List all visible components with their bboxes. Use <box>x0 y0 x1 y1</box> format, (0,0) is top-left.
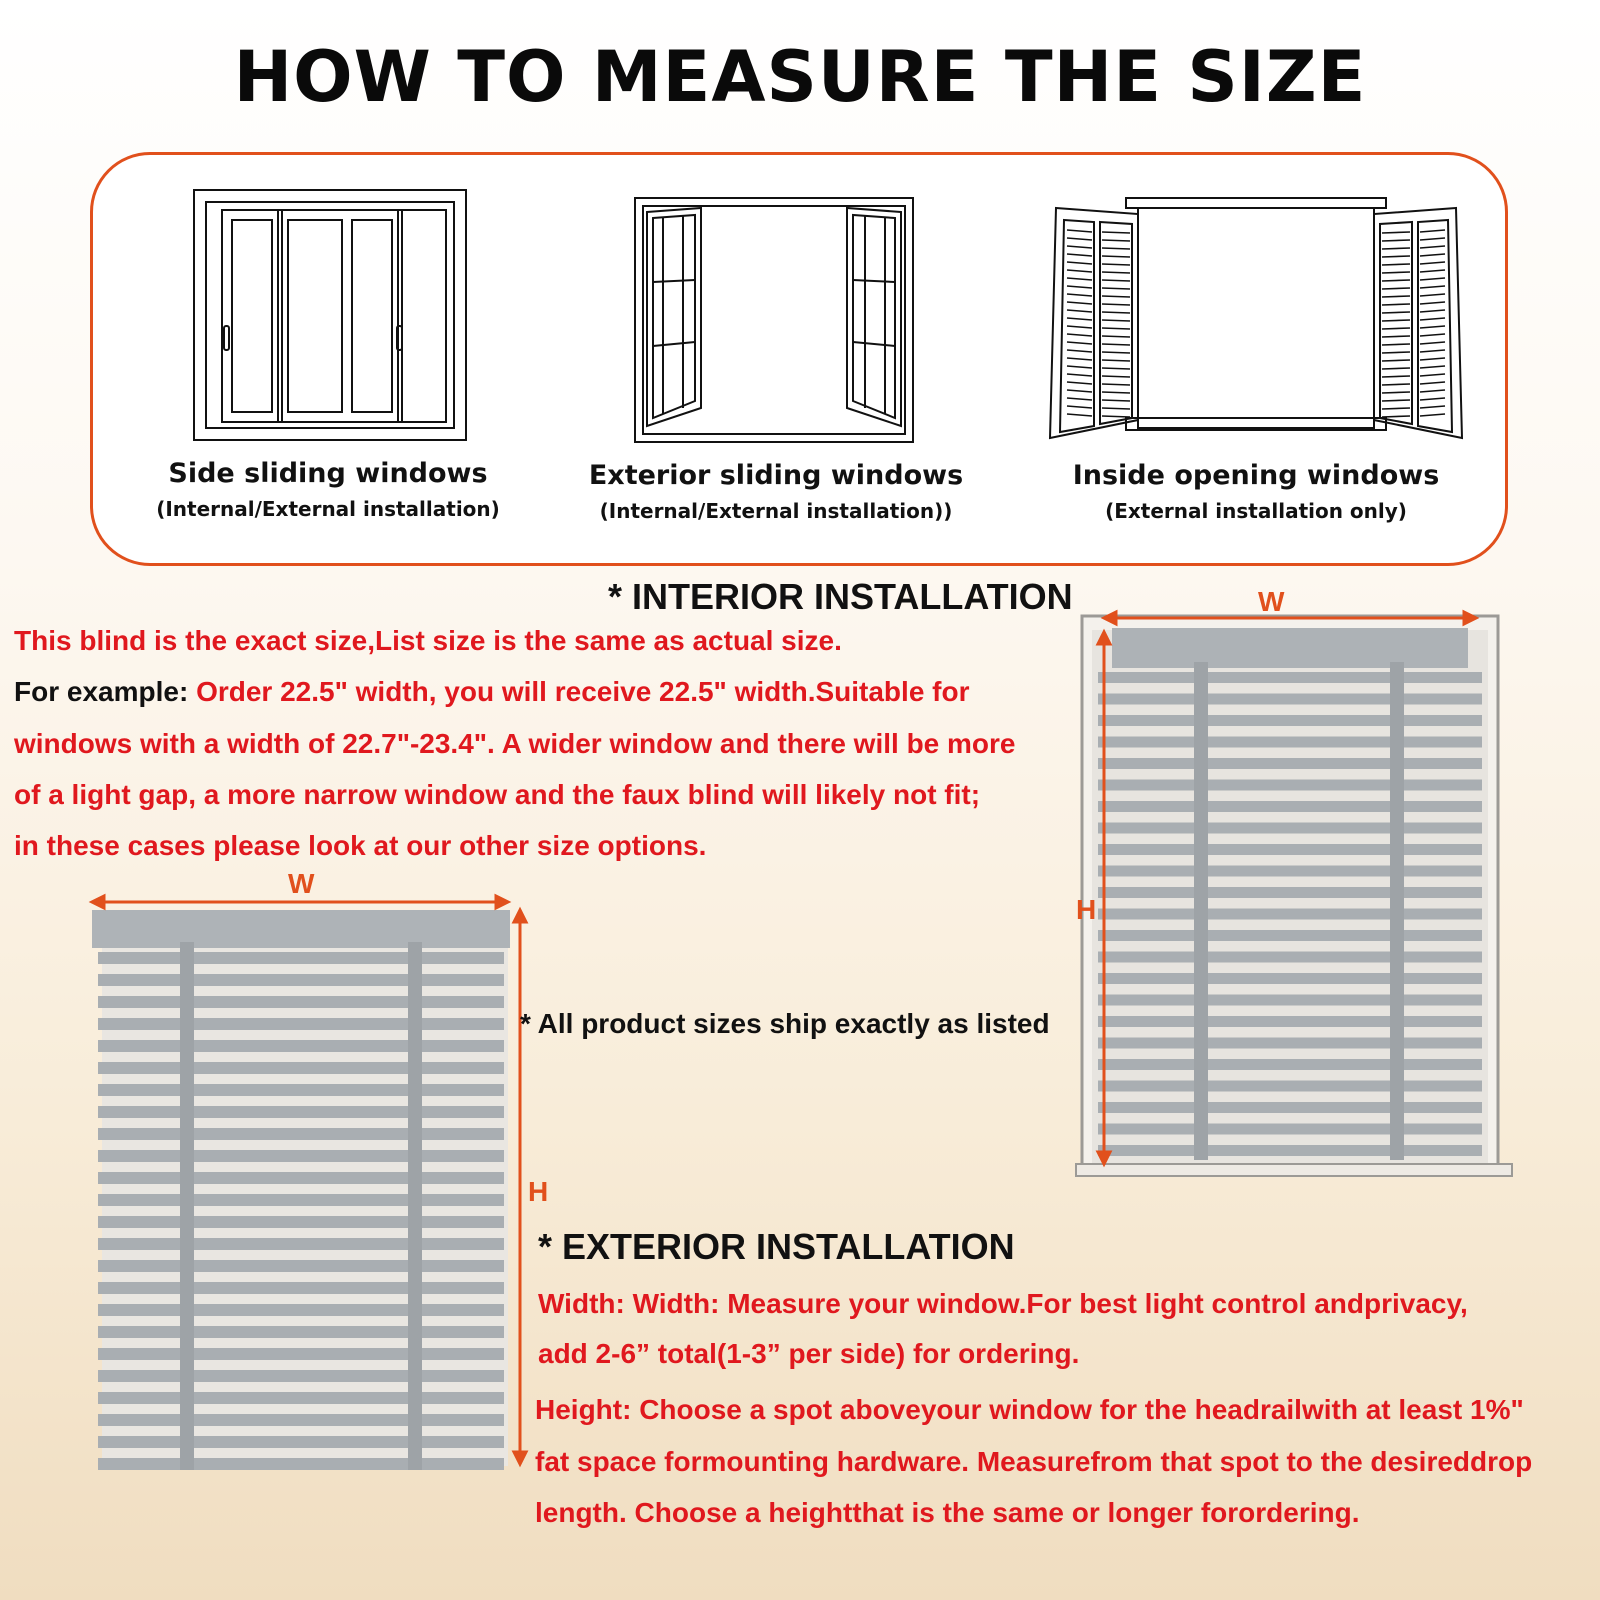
louver <box>1102 344 1130 345</box>
blind-slat <box>1098 952 1482 963</box>
type-name-exterior-sliding: Exterior sliding windows <box>588 460 964 491</box>
louver <box>1102 312 1130 313</box>
blind-slat <box>1098 1124 1482 1135</box>
louver <box>1420 254 1445 256</box>
interior-height-label: H <box>1076 894 1097 925</box>
louver <box>1420 398 1445 400</box>
blind-slat <box>1098 1145 1482 1156</box>
blind-slat <box>98 974 504 986</box>
blind-slat <box>1098 1102 1482 1113</box>
blind-slat <box>98 1216 504 1228</box>
louver <box>1420 382 1445 384</box>
louver <box>1382 376 1410 377</box>
louver <box>1067 238 1092 240</box>
louver <box>1382 336 1410 337</box>
interior-exact-size-text: This blind is the exact size,List size is the same as actual size. <box>14 625 842 656</box>
louver <box>1102 360 1130 361</box>
louver <box>1067 278 1092 280</box>
blind-slat <box>1098 887 1482 898</box>
blind-slat <box>1098 672 1482 683</box>
example-label: For example: <box>14 676 197 707</box>
exterior-height-label: H <box>528 1176 549 1207</box>
blind-slat <box>1098 758 1482 769</box>
louver <box>1382 352 1410 353</box>
louver <box>1382 392 1410 393</box>
louver <box>1382 360 1410 361</box>
blind-slat <box>98 1414 504 1426</box>
interior-line-3: windows with a width of 22.7"-23.4". A wider window and there will be more <box>14 728 1016 759</box>
louver <box>1420 318 1445 320</box>
louver <box>1102 416 1130 417</box>
louver <box>1382 248 1410 249</box>
blind-slat <box>98 1106 504 1118</box>
louver <box>1067 350 1092 352</box>
blind-slat <box>98 952 504 964</box>
blind-slat <box>98 1436 504 1448</box>
exterior-installation-heading: * EXTERIOR INSTALLATION <box>538 1226 1015 1267</box>
louver <box>1420 366 1445 368</box>
blind-slat <box>98 1018 504 1030</box>
louver <box>1067 270 1092 272</box>
blind-slat <box>1098 1081 1482 1092</box>
blind-slat <box>1098 995 1482 1006</box>
louver <box>1382 304 1410 305</box>
louver <box>1067 262 1092 264</box>
blind-slat <box>1098 715 1482 726</box>
louver <box>1067 342 1092 344</box>
louver <box>1067 406 1092 408</box>
louver <box>1420 230 1445 232</box>
type-name-inside-opening: Inside opening windows <box>1072 460 1440 491</box>
louver <box>1420 246 1445 248</box>
louver <box>1067 318 1092 320</box>
louver <box>1067 294 1092 296</box>
blind-slat <box>1098 930 1482 941</box>
louver <box>1067 246 1092 248</box>
side-sliding-window-icon <box>192 188 468 442</box>
exterior-sliding-window-icon <box>633 196 915 444</box>
page-title: HOW TO MEASURE THE SIZE <box>233 36 1367 118</box>
blind-slat <box>1098 973 1482 984</box>
louver <box>1382 312 1410 313</box>
louver <box>1067 358 1092 360</box>
louver <box>1382 328 1410 329</box>
louver <box>1102 272 1130 273</box>
blind-slat <box>98 1260 504 1272</box>
louver <box>1382 232 1410 233</box>
louver <box>1102 336 1130 337</box>
blind-slat <box>1098 844 1482 855</box>
blind-slat <box>98 1348 504 1360</box>
type-note-exterior-sliding: (Internal/External installation)) <box>599 499 953 523</box>
louver <box>1420 390 1445 392</box>
louver <box>1102 304 1130 305</box>
blind-slat <box>98 996 504 1008</box>
blind-slat <box>98 1062 504 1074</box>
louver <box>1102 248 1130 249</box>
inside-opening-window-icon <box>1046 196 1466 446</box>
blind-slat <box>1098 780 1482 791</box>
louver <box>1102 296 1130 297</box>
louver <box>1420 350 1445 352</box>
blind-slat <box>98 1172 504 1184</box>
interior-line-4: of a light gap, a more narrow window and the faux blind will likely not fit; <box>14 779 981 810</box>
blind-slat <box>98 1150 504 1162</box>
louver <box>1420 278 1445 280</box>
louver <box>1102 240 1130 241</box>
exterior-height-line-2: fat space formounting hardware. Measurefrom that spot to the desireddrop <box>535 1446 1533 1477</box>
blind-slat <box>98 1128 504 1140</box>
exterior-width-label: W <box>288 868 315 899</box>
louver <box>1067 302 1092 304</box>
exterior-width-line-2: add 2-6” total(1-3” per side) for ordering. <box>538 1338 1080 1369</box>
louver <box>1382 416 1410 417</box>
blind-slat <box>98 1458 504 1470</box>
blind-slat <box>98 1370 504 1382</box>
louver <box>1102 392 1130 393</box>
interior-installation-heading: * INTERIOR INSTALLATION <box>608 576 1073 617</box>
louver <box>1420 406 1445 408</box>
louver <box>1102 384 1130 385</box>
louver <box>1102 288 1130 289</box>
louver <box>1067 334 1092 336</box>
blind-slat <box>1098 1059 1482 1070</box>
interior-line-5: in these cases please look at our other size options. <box>14 830 707 861</box>
louver <box>1067 366 1092 368</box>
louver <box>1420 310 1445 312</box>
interior-width-label: W <box>1258 586 1285 617</box>
louver <box>1420 262 1445 264</box>
type-note-inside-opening: (External installation only) <box>1105 499 1407 523</box>
louver <box>1382 264 1410 265</box>
interior-example-line <box>14 676 970 708</box>
exterior-blind-illustration <box>88 880 538 1490</box>
blind-slat <box>98 1326 504 1338</box>
louver <box>1382 272 1410 273</box>
type-name-side-sliding: Side sliding windows <box>168 458 488 489</box>
louver <box>1382 368 1410 369</box>
louver <box>1102 232 1130 233</box>
louver <box>1420 374 1445 376</box>
louver <box>1382 408 1410 409</box>
blind-slat <box>98 1084 504 1096</box>
louver <box>1102 328 1130 329</box>
louver <box>1067 254 1092 256</box>
louver <box>1102 400 1130 401</box>
louver <box>1420 326 1445 328</box>
louver <box>1382 320 1410 321</box>
blind-slat <box>1098 1038 1482 1049</box>
louver <box>1102 280 1130 281</box>
type-note-side-sliding: (Internal/External installation) <box>156 497 500 521</box>
louver <box>1102 264 1130 265</box>
louver <box>1382 344 1410 345</box>
exterior-width-line-1: Width: Width: Measure your window.For best light control andprivacy, <box>538 1288 1468 1319</box>
louver <box>1102 376 1130 377</box>
louver <box>1102 352 1130 353</box>
louver <box>1382 256 1410 257</box>
louver <box>1420 286 1445 288</box>
blind-slat <box>1098 801 1482 812</box>
blind-slat <box>1098 823 1482 834</box>
louver <box>1067 286 1092 288</box>
louver <box>1067 390 1092 392</box>
louver <box>1382 384 1410 385</box>
louver <box>1067 382 1092 384</box>
louver <box>1067 230 1092 232</box>
louver <box>1420 342 1445 344</box>
louver <box>1420 302 1445 304</box>
blind-slat <box>1098 1016 1482 1027</box>
louver <box>1102 368 1130 369</box>
louver <box>1382 400 1410 401</box>
louver <box>1102 256 1130 257</box>
louver <box>1420 294 1445 296</box>
blind-slat <box>1098 866 1482 877</box>
louver <box>1420 334 1445 336</box>
louver <box>1067 374 1092 376</box>
blind-slat <box>98 1194 504 1206</box>
louver <box>1420 414 1445 416</box>
blind-slat <box>1098 909 1482 920</box>
louver <box>1382 240 1410 241</box>
louver <box>1102 320 1130 321</box>
louver <box>1382 296 1410 297</box>
louver <box>1420 238 1445 240</box>
louver <box>1420 358 1445 360</box>
blind-slat <box>1098 737 1482 748</box>
louver <box>1382 280 1410 281</box>
louver <box>1382 288 1410 289</box>
louver <box>1067 326 1092 328</box>
blind-slat <box>98 1282 504 1294</box>
example-text: Order 22.5" width, you will receive 22.5" width.Suitable for <box>196 676 970 707</box>
louver <box>1102 408 1130 409</box>
blind-slat <box>98 1238 504 1250</box>
blind-slat <box>1098 694 1482 705</box>
exterior-height-line-1: Height: Choose a spot aboveyour window for the headrailwith at least 1%" <box>535 1394 1524 1425</box>
louver <box>1067 398 1092 400</box>
sizes-ship-note: * All product sizes ship exactly as listed <box>520 1008 1050 1039</box>
blind-slat <box>98 1392 504 1404</box>
louver <box>1067 414 1092 416</box>
louver <box>1067 310 1092 312</box>
blind-slat <box>98 1304 504 1316</box>
louver <box>1420 270 1445 272</box>
blind-slat <box>98 1040 504 1052</box>
interior-blind-illustration <box>1074 602 1514 1188</box>
exterior-height-line-3: length. Choose a heightthat is the same or longer forordering. <box>535 1497 1360 1528</box>
